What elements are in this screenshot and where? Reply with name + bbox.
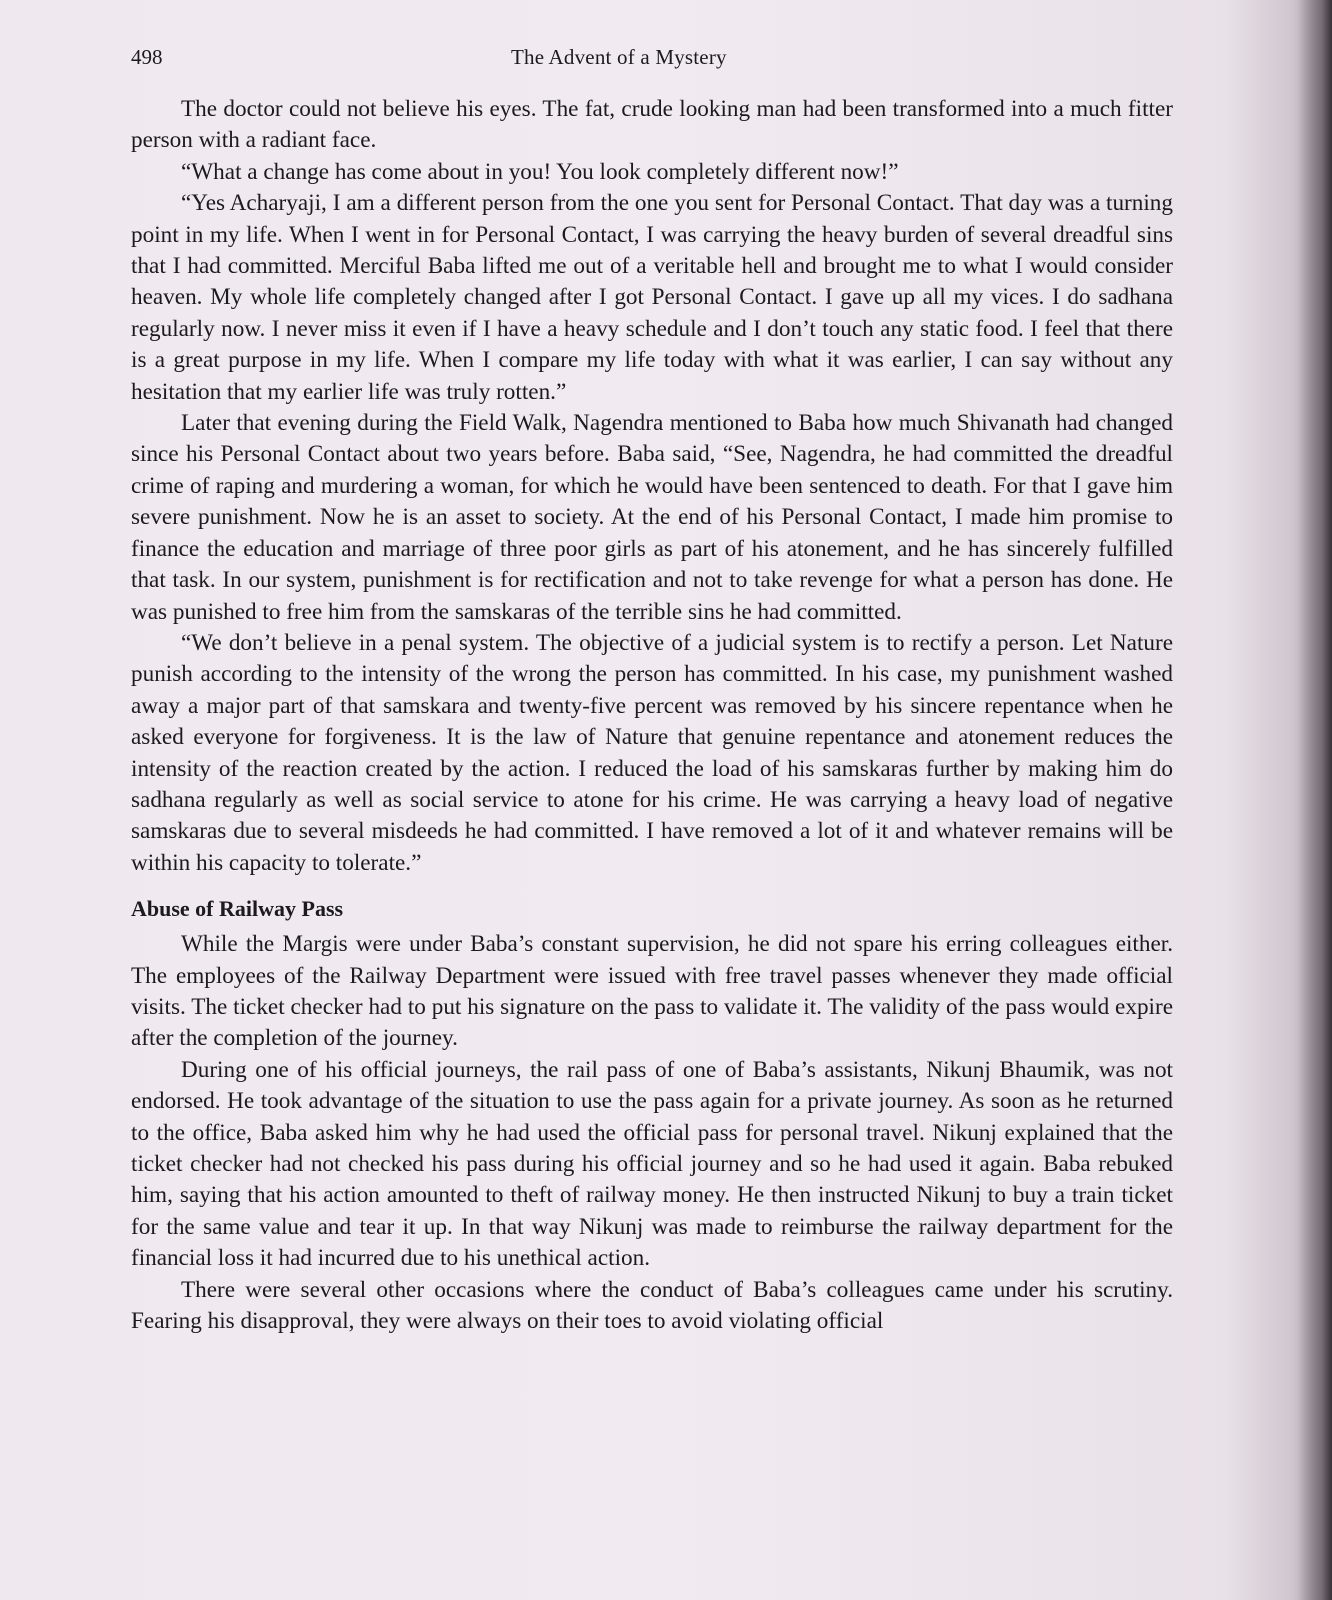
paragraph: While the Margis were under Baba’s constant supervision, he did not spare his erring colleagues either. The employees of the Railway Department were issued with free travel passes whenever they made official visits. The ticket checker had to put his signature on the pass to validate it. The validity of the pass would expire after the completion of the journey. <box>131 931 1173 1052</box>
page-number: 498 <box>131 45 163 69</box>
page-body <box>131 94 1173 1337</box>
section-heading: Abuse of Railway Pass <box>131 896 344 922</box>
paragraph: There were several other occasions where the conduct of Baba’s colleagues came under his scrutiny. Fearing his disapproval, they were always on their toes to avoid violating official <box>131 1276 1173 1335</box>
paragraph: “Yes Acharyaji, I am a different person from the one you sent for Personal Contact. That day was a turning point in my life. When I went in for Personal Contact, I was carrying the heavy burden of several dreadful sins that I had committed. Merciful Baba lifted me out of a veritable hell and brought me to what I would consider heaven. My whole life completely changed after I got Personal Contact. I gave up all my vices. I do sadhana regularly now. I never miss it even if I have a heavy schedule and I don’t touch any static food. I feel that there is a great purpose in my life. When I compare my life today with what it was earlier, I can say without any hesitation that my earlier life was truly rotten.” <box>131 190 1173 405</box>
running-header <box>131 45 1173 79</box>
paragraph: “We don’t believe in a penal system. The objective of a judicial system is to rectify a person. Let Nature punish according to the intensity of the wrong the person has committed. In his case, my punishment washed away a major part of that samskara and twenty-five percent was removed by his sincere repentance when he asked everyone for forgiveness. It is the law of Nature that genuine repentance and atonement reduces the intensity of the reaction created by the action. I reduced the load of his samskaras further by making him do sadhana regularly as well as social service to atone for his crime. He was carrying a heavy load of negative samskaras due to several misdeeds he had committed. I have removed a lot of it and whatever remains will be within his capacity to tolerate.” <box>131 629 1173 876</box>
paragraph: “What a change has come about in you! You look completely different now!” <box>181 158 899 185</box>
paragraph: The doctor could not believe his eyes. The fat, crude looking man had been transformed into a much fitter person with a radiant face. <box>131 96 1173 154</box>
running-title: The Advent of a Mystery <box>511 45 727 69</box>
spine-shadow <box>1298 0 1332 1600</box>
paragraph: Later that evening during the Field Walk, Nagendra mentioned to Baba how much Shivanath had changed since his Personal Contact about two years before. Baba said, “See, Nagendra, he had committed the dreadful crime of raping and murdering a woman, for which he would have been sentenced to death. For that I gave him severe punishment. Now he is an asset to society. At the end of his Personal Contact, I made him promise to finance the education and marriage of three poor girls as part of his atonement, and he has sincerely fulfilled that task. In our system, punishment is for rectification and not to take revenge for what a person has done. He was punished to free him from the samskaras of the terrible sins he had committed. <box>131 410 1173 625</box>
paragraph: During one of his official journeys, the rail pass of one of Baba’s assistants, Nikunj Bhaumik, was not endorsed. He took advantage of the situation to use the pass again for a private journey. As soon as he returned to the office, Baba asked him why he had used the official pass for personal travel. Nikunj explained that the ticket checker had not checked his pass during his official journey and so he had used it again. Baba rebuked him, saying that his action amounted to theft of railway money. He then instructed Nikunj to buy a train ticket for the same value and tear it up. In that way Nikunj was made to reimburse the railway department for the financial loss it had incurred due to his unethical action. <box>131 1056 1173 1272</box>
